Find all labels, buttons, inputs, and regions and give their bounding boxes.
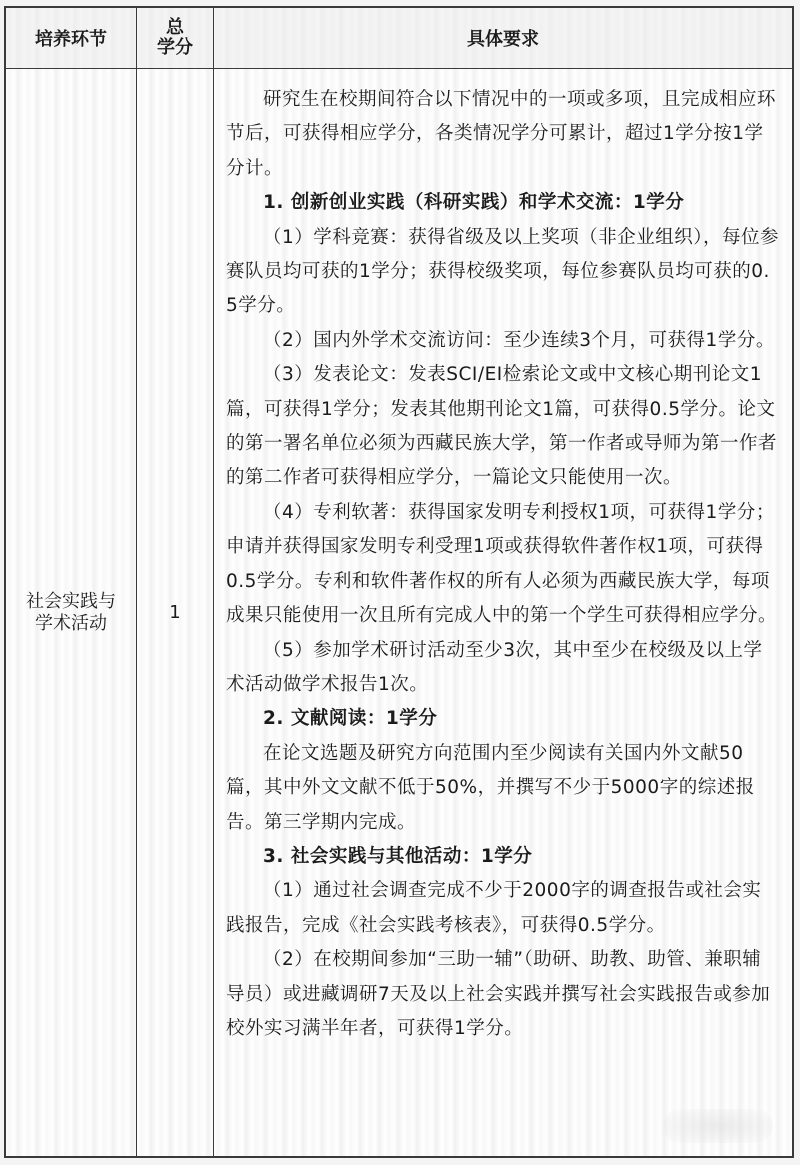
segment-cell [6, 69, 137, 1157]
requirements-table [5, 7, 793, 1157]
header-specific-requirements [214, 8, 793, 69]
header-total-credits-line2: 学分 [157, 37, 193, 58]
credits-cell [137, 69, 214, 1157]
watermark-logo [663, 1109, 773, 1143]
table-row [6, 69, 793, 1157]
requirements-intro: 研究生在校期间符合以下情况中的一项或多项，且完成相应环节后，可获得相应学分，各类情况学分可累计，超过1学分按1学分计。 [226, 89, 777, 179]
requirements-section-2-heading: 2. 文献阅读：1学分 [263, 708, 438, 730]
segment-name-line1: 社会实践与 [26, 590, 116, 612]
segment-name-line2: 学术活动 [35, 612, 107, 634]
credits-value: 1 [169, 601, 181, 623]
requirements-cell [214, 69, 793, 1157]
requirements-item-seminars: （5）参加学术研讨活动至少3次，其中至少在校级及以上学术活动做学术报告1次。 [226, 639, 763, 695]
header-total-credits [137, 8, 214, 69]
header-training-segment-label: 培养环节 [35, 29, 107, 50]
table-header-row [6, 8, 793, 69]
requirements-item-exchange: （2）国内外学术交流访问：至少连续3个月，可获得1学分。 [263, 329, 775, 351]
requirements-item-assistantship: （2）在校期间参加“三助一辅”（助研、助教、助管、兼职辅导员）或进藏调研7天及以上社会实践并撰写社会实践报告或参加校外实习满半年者，可获得1学分。 [226, 949, 771, 1039]
requirements-literature-reading: 在论文选题及研究方向范围内至少阅读有关国内外文献50篇，其中外文文献不低于50%，并撰写不少于5000字的综述报告。第三学期内完成。 [226, 742, 755, 833]
requirements-item-patents: （4）专利软著：获得国家发明专利授权1项，可获得1学分；申请并获得国家发明专利受理1项或获得软件著作权1项，可获得0.5学分。专利和软件著作权的所有人必须为西藏民族大学，每项成果只能使用一次且所有完成人中的第一个学生可获得相应学分。 [226, 501, 778, 627]
header-training-segment [6, 8, 137, 69]
requirements-table-container [4, 6, 794, 1158]
requirements-item-survey-report: （1）通过社会调查完成不少于2000字的调查报告或社会实践报告，完成《社会实践考核表》，可获得0.5学分。 [226, 880, 762, 936]
header-total-credits-line1: 总 [166, 17, 184, 38]
requirements-item-papers: （3）发表论文：发表SCI/EI检索论文或中文核心期刊论文1篇，可获得1学分；发表其他期刊论文1篇，可获得0.5学分。论文的第一署名单位必须为西藏民族大学，第一作者或导师为第一作者的第二作者可获得相应学分，一篇论文只能使用一次。 [226, 364, 778, 489]
requirements-section-3-heading: 3. 社会实践与其他活动：1学分 [263, 845, 533, 867]
requirements-item-competition: （1）学科竞赛：获得省级及以上奖项（非企业组织），每位参赛队员均可获的1学分；获得校级奖项，每位参赛队员均可获的0.5学分。 [226, 226, 780, 317]
header-specific-requirements-label: 具体要求 [467, 29, 539, 50]
requirements-section-1-heading: 1. 创新创业实践（科研实践）和学术交流：1学分 [263, 192, 685, 214]
